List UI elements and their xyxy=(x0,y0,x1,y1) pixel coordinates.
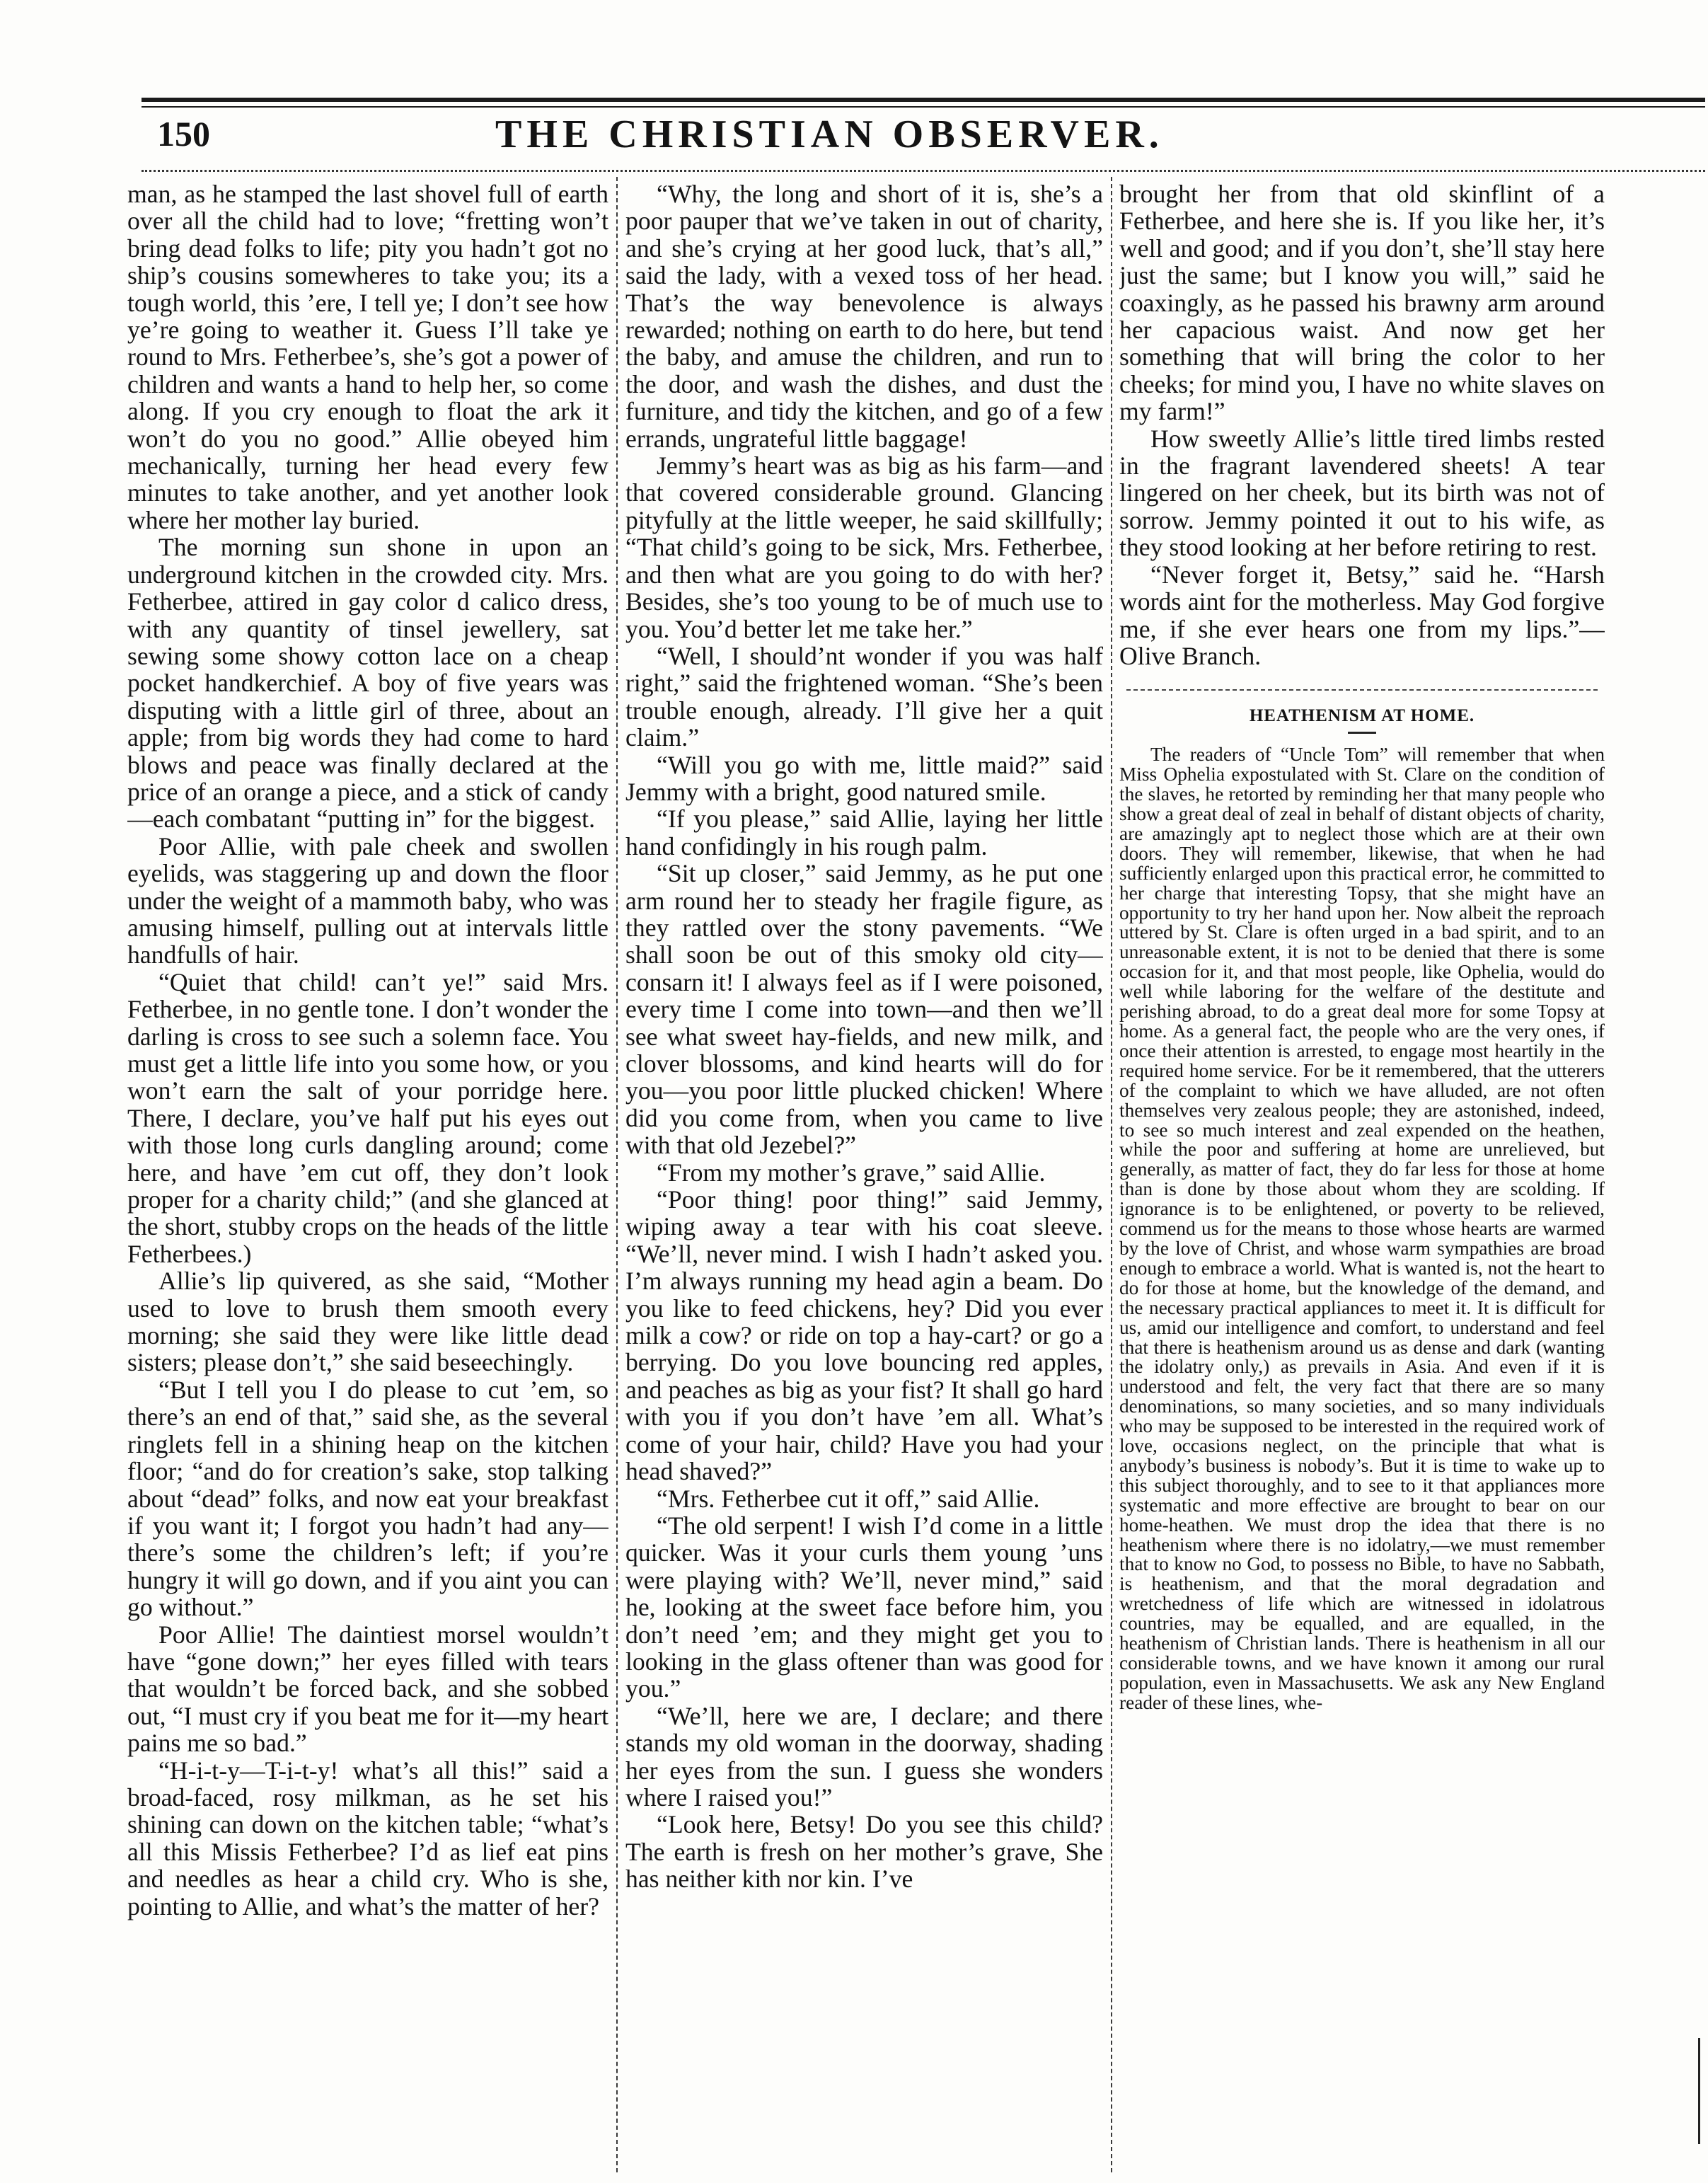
paragraph: “But I tell you I do please to cut ’em, so there’s an end of that,” said she, as the several ringlets fell in a shining heap on the kitchen floor; “and do for creation’s sake, stop talking about “dead” folks, and now eat your breakfast if you want it; I forgot you hadn’t had any—there’s some the children’s left; if you’re hungry it will go down, and if you aint you can go without.” xyxy=(127,1375,608,1622)
paragraph: “If you please,” said Allie, laying her little hand confidingly in his rough palm. xyxy=(625,805,1103,860)
paragraph: “Never forget it, Betsy,” said he. “Harsh words aint for the motherless. May God forgive me, if she ever hears one from my lips.”—Olive Branch. xyxy=(1119,560,1605,670)
article-body: The readers of “Uncle Tom” will remember that when Miss Ophelia expostulated with St. Clare on the condition of the slaves, he retorted by reminding her that many people who show a great deal of zeal in behalf of distant objects of charity, are amazingly apt to neglect those which are at their own doors. They will remember, likewise, that when he had sufficiently enlarged upon this practical error, he committed to her charge that interesting Topsy, that she might have an opportunity to try her hand upon her. Now albeit the reproach uttered by St. Clare is often urged in a bad spirit, and to an unreasonable extent, it is not to be denied that there is some occasion for it, and that most people, like Ophelia, would do well while laboring for the welfare of the destitute and perishing abroad, to do a great deal more for some Topsy at home. As a general fact, the people who are the very ones, if once their attention is arrested, to engage most heartily in the required home service. For be it remembered, that the utterers of the complaint to which we have alluded, are not often themselves very zealous people; they are astonished, indeed, to see so much interest and zeal expended on the heathen, while the poor and suffering at home are unrelieved, but generally, as matter of fact, they do far less for those at home than is done by those about whom they are scolding. If ignorance is to be enlightened, or poverty to be relieved, commend us for the means to those whose hearts are warmed by the love of Christ, and whose warm sympathies are broad enough to embrace a world. What is wanted is, not the heart to do for those at home, but the knowledge of the demand, and the necessary practical appliances to meet it. It is difficult for us, amid our intelligence and comfort, to understand and feel that there is heathenism around us as dense and dark (wanting the idolatry only,) as prevails in Asia. And even if it is understood and felt, the very fact that there are so many denominations, so many societies, and so many individuals who may be supposed to be interested in the required work of love, occasions neglect, on the principle that what is anybody’s business is nobody’s. But it is time to wake up to this subject thoroughly, and to see to it that appliances more systematic and more effective are brought to bear on our home-heathen. We must drop the idea that there is no heathenism where there is no idolatry,—we must remember that to know no God, to possess no Bible, to have no Sabbath, is heathenism, and that the moral degradation and wretchedness of life which are witnessed in idolatrous countries, may be equalled, and are equalled, in the heathenism of Christian lands. There is heathenism in all our considerable towns, and we have known it among our rural population, even in Massachusetts. We ask any New England reader of these lines, whe- xyxy=(1119,744,1605,1713)
paragraph: “H-i-t-y—T-i-t-y! what’s all this!” said a broad-faced, rosy milkman, as he set his shining can down on the kitchen table; “what’s all this Missis Fetherbee? I’d as lief eat pins and needles as hear a child cry. Who is she, pointing to Allie, and what’s the matter of her? xyxy=(127,1756,608,1920)
paragraph: “Why, the long and short of it is, she’s a poor pauper that we’ve taken in out of charity, and she’s crying at her good luck, that’s all,” said the lady, with a vexed toss of her head. That’s the way benevolence is always rewarded; nothing on earth to do here, but tend the baby, and amuse the children, and run to the door, and wash the dishes, and dust the furniture, and tidy the kitchen, and go of a few errands, ungrateful little baggage! xyxy=(625,180,1103,453)
column-divider xyxy=(616,177,618,2172)
scan-edge-mark xyxy=(1698,2038,1700,2144)
running-title: THE CHRISTIAN OBSERVER. xyxy=(495,113,1164,156)
paragraph: Jemmy’s heart was as big as his farm—and that covered considerable ground. Glancing pityfully at the little weeper, he said skillfully; “That child’s going to be sick, Mrs. Fetherbee, and then what are you going to do with her? Besides, she’s too young to be of much use to you. You’d better let me take her.” xyxy=(625,451,1103,643)
paragraph: The morning sun shone in upon an underground kitchen in the crowded city. Mrs. Fetherbee, attired in gay color d calico dress, with any quantity of tinsel jewellery, sat sewing some showy cotton lace on a cheap pocket handkerchief. A boy of five years was disputing with a little girl of three, about an apple; from big words they had come to hard blows and peace was finally declared at the price of an orange a piece, and a stick of candy—each combatant “putting in” for the biggest. xyxy=(127,533,608,834)
paragraph: “Mrs. Fetherbee cut it off,” said Allie. xyxy=(657,1484,1040,1513)
paragraph: man, as he stamped the last shovel full of earth over all the child had to love; “fretting won’t bring dead folks to life; pity you hadn’t got no ship’s cousins somewheres to take you; its a tough world, this ’ere, I tell ye; I don’t see how ye’re going to weather it. Guess I’ll take ye round to Mrs. Fetherbee’s, she’s got a power of children and wants a hand to help her, so come along. If you cry enough to float the ark it won’t do you no good.” Allie obeyed him mechanically, turning her head every few minutes to take another, and yet another look where her mother lay buried. xyxy=(127,180,608,534)
section-heading: HEATHENISM AT HOME. xyxy=(1249,706,1475,726)
top-rule-thin xyxy=(142,106,1705,108)
paragraph: brought her from that old skinflint of a Fetherbee, and here she is. If you like her, it’s well and good; and if you don’t, she’ll stay here just the same; but I know you will,” said he coaxingly, as he passed his brawny arm around her capacious waist. And now get her something that will bring the color to her cheeks; for mind you, I have no white slaves on my farm!” xyxy=(1119,180,1605,426)
paragraph: “Poor thing! poor thing!” said Jemmy, wiping away a tear with his coat sleeve. “We’ll, never mind. I wish I hadn’t asked you. I’m always running my head agin a beam. Do you like to feed chickens, hey? Did you ever milk a cow? or ride on top a hay-cart? or go a berrying. Do you love bouncing red apples, and peaches as big as your fist? It shall go hard with you if you don’t have ’em all. What’s come of your hair, child? Have you had your head shaved?” xyxy=(625,1185,1103,1486)
paragraph: “From my mother’s grave,” said Allie. xyxy=(657,1158,1046,1187)
paragraph: Allie’s lip quivered, as she said, “Mother used to love to brush them smooth every morning; she said they were like little dead sisters; please don’t,” she said beseechingly. xyxy=(127,1267,608,1377)
column-2 xyxy=(625,180,1103,2162)
top-rule-thick xyxy=(142,98,1705,102)
paragraph: “Sit up closer,” said Jemmy, as he put one arm round her to steady her fragile figure, as they rattled over the stony pavements. “We shall soon be out of this smoky old city—consarn it! I always feel as if I were poisoned, every time I come into town—and then we’ll see what sweet hay-fields, and new milk, and clover blossoms, and kind hearts will do for you—you poor little plucked chicken! Where did you come from, when you came to live with that old Jezebel?” xyxy=(625,859,1103,1160)
paragraph: Poor Allie! The daintiest morsel wouldn’t have “gone down;” her eyes filled with tears that wouldn’t be forced back, and she sobbed out, “I must cry if you beat me for it—my heart pains me so bad.” xyxy=(127,1620,608,1758)
paragraph: “Quiet that child! can’t ye!” said Mrs. Fetherbee, in no gentle tone. I don’t wonder the darling is cross to see such a solemn face. You must get a little life into you some how, or you won’t earn the salt of your porridge here. There, I declare, you’ve half put his eyes out with those long curls dangling around; come here, and have ’em cut off, they don’t look proper for a charity child;” (and she glanced at the short, stubby crops on the heads of the little Fetherbees.) xyxy=(127,967,608,1268)
column-1 xyxy=(127,180,608,2162)
paragraph: How sweetly Allie’s little tired limbs rested in the fragrant lavendered sheets! A tear lingered on her cheek, but its birth was not of sorrow. Jemmy pointed it out to his wife, as they stood looking at her before retiring to rest. xyxy=(1119,424,1605,562)
article-separator xyxy=(1126,689,1598,691)
heading-rule xyxy=(1348,732,1376,734)
column-divider xyxy=(1111,177,1112,2172)
header-rule xyxy=(142,170,1705,172)
paragraph: Poor Allie, with pale cheek and swollen eyelids, was staggering up and down the floor under the weight of a mammoth baby, who was amusing himself, pulling out at intervals little handfulls of hair. xyxy=(127,831,608,969)
paragraph: “The old serpent! I wish I’d come in a little quicker. Was it your curls them young ’uns were playing with? We’ll, never mind,” said he, looking at the sweet face before him, you don’t need ’em; and they might get you to looking in the glass oftener than was good for you.” xyxy=(625,1511,1103,1703)
paragraph: “Will you go with me, little maid?” said Jemmy with a bright, good natured smile. xyxy=(625,750,1103,806)
paragraph: “We’ll, here we are, I declare; and there stands my old woman in the doorway, shading her eyes from the sun. I guess she wonders where I raised you!” xyxy=(625,1701,1103,1812)
paragraph: “Well, I should’nt wonder if you was half right,” said the frightened woman. “She’s been trouble enough, already. I’ll give her a quit claim.” xyxy=(625,641,1103,752)
page-number: 150 xyxy=(157,114,210,154)
paragraph: “Look here, Betsy! Do you see this child? The earth is fresh on her mother’s grave, She has neither kith nor kin. I’ve xyxy=(625,1810,1103,1894)
column-3 xyxy=(1119,180,1605,2162)
